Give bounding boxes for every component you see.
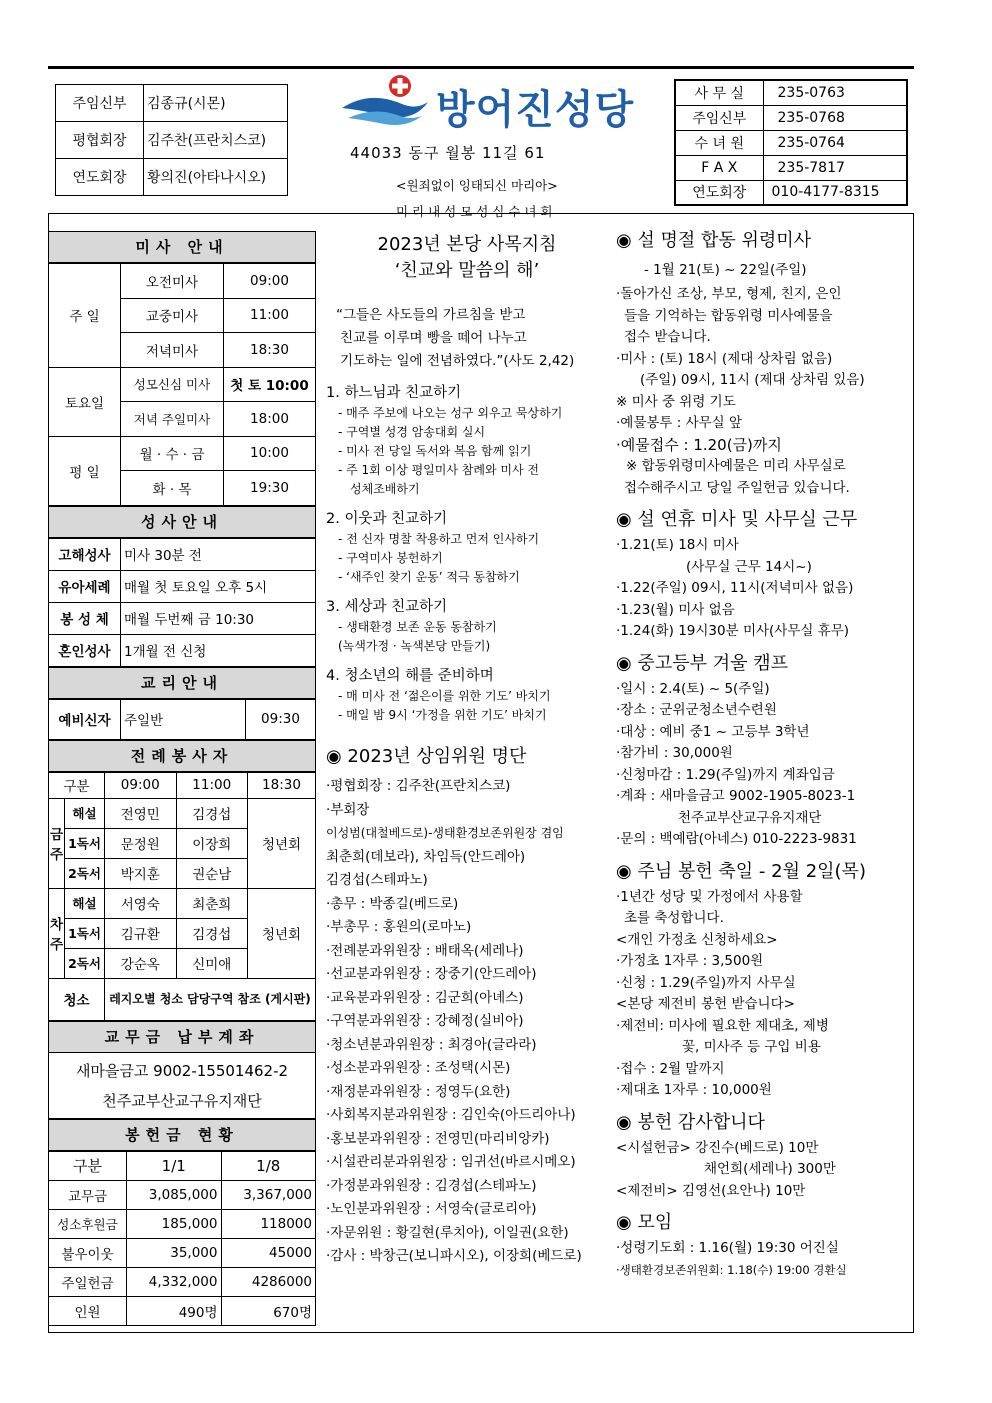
news-line: 채언희(세레나) 300만 xyxy=(704,1161,836,1177)
news-line: 천주교부산교구유지재단 xyxy=(678,809,822,826)
offering-value: 3,085,000 xyxy=(127,1180,222,1209)
news-line: ·대상 : 예비 중1 ~ 고등부 3학년 xyxy=(616,723,810,740)
sacrament-value: 미사 30분 전 xyxy=(121,538,316,570)
pastoral-item-line: - 구역미사 봉헌하기 xyxy=(338,551,443,565)
news-body xyxy=(616,1138,908,1203)
offering-key: 불우이웃 xyxy=(49,1238,127,1267)
sacrament-key: 혼인성사 xyxy=(49,634,121,666)
committee-member: ·부회장 xyxy=(326,801,370,818)
server-name: 김경섭 xyxy=(176,798,248,828)
news-line: ·1.23(월) 미사 없음 xyxy=(616,601,735,618)
header-value: 김종규(시몬) xyxy=(144,85,288,122)
offering-head: 1/8 xyxy=(221,1151,316,1180)
pastoral-item-line: - ‘새주인 찾기 운동’ 적극 동참하기 xyxy=(338,570,520,584)
offering-title: 봉헌금 현황 xyxy=(48,1119,316,1151)
committee-member: ·감사 : 박창근(보니파시오), 이장희(베드로) xyxy=(326,1248,582,1264)
pastoral-item-line: - 매주 주보에 나오는 성구 외우고 묵상하기 xyxy=(338,406,563,420)
contact-value: 235-0763 xyxy=(763,80,907,105)
news-line: ·참가비 : 30,000원 xyxy=(616,745,733,761)
server-name: 최춘희 xyxy=(176,888,248,918)
contact-key: 사 무 실 xyxy=(675,80,763,105)
news-line: ·가정초 1자루 : 3,500원 xyxy=(616,953,764,969)
news-line: 초를 축성합니다. xyxy=(624,910,724,926)
mass-day: 평 일 xyxy=(49,436,121,505)
church-name: 방어진성당 xyxy=(436,87,635,133)
pastoral-item-heading: 3. 세상과 친교하기 xyxy=(326,599,448,615)
left-column xyxy=(48,231,316,1326)
server-name: 김경섭 xyxy=(176,918,248,948)
pastoral-item-heading: 1. 하느님과 친교하기 xyxy=(326,385,462,401)
servers-week: 차주 xyxy=(49,888,65,978)
sacrament-value: 매월 첫 토요일 오후 5시 xyxy=(121,570,316,602)
catechism-class: 주일반 xyxy=(121,699,246,739)
offering-key: 성소후원금 xyxy=(49,1209,127,1238)
news-line: ·1.22(주일) 09시, 11시(저녁미사 없음) xyxy=(616,580,854,596)
committee-member: ·가정분과위원장 : 김경섭(스테파노) xyxy=(326,1177,537,1194)
news-heading: ◉ 봉헌 감사합니다 xyxy=(616,1111,765,1133)
news-line: ·일시 : 2.4(토) ~ 5(주일) xyxy=(616,680,770,697)
quote-line: 기도하는 일에 전념하였다.”(사도 2,42) xyxy=(340,353,575,369)
servers-head: 11:00 xyxy=(176,772,248,798)
server-name: 이장희 xyxy=(176,828,248,858)
news-line: ·성령기도회 : 1.16(월) 19:30 어진실 xyxy=(616,1240,839,1256)
contact-key: F A X xyxy=(675,155,763,180)
offering-value: 3,367,000 xyxy=(221,1180,316,1209)
pastoral-item-line: (녹색가정 · 녹색본당 만들기) xyxy=(338,639,491,653)
church-logo xyxy=(340,72,430,128)
servers-role: 2독서 xyxy=(65,858,105,888)
contact-value: 235-7817 xyxy=(763,155,907,180)
pastoral-title: 2023년 본당 사목지침 xyxy=(377,234,557,255)
offering-value: 185,000 xyxy=(127,1209,222,1238)
mass-day: 주 일 xyxy=(49,264,121,368)
committee-member: ·홍보분과위원장 : 전영민(마리비앙카) xyxy=(326,1130,550,1147)
account-title: 교무금 납부계좌 xyxy=(48,1021,316,1053)
mass-time: 18:30 xyxy=(224,333,316,368)
news-heading: ◉ 설 명절 합동 위령미사 xyxy=(616,230,812,251)
news-subheading: - 1월 21(토) ~ 22일(주일) xyxy=(644,262,807,278)
server-youth: 청년회 xyxy=(248,798,316,888)
contact-value: 235-0764 xyxy=(763,130,907,155)
committee-member: ·시설관리분과위원장 : 임귀선(바르시메오) xyxy=(326,1154,576,1170)
mass-table xyxy=(48,263,316,506)
mass-name: 월 · 수 · 금 xyxy=(121,436,224,471)
news-line: <개인 가정초 신청하세요> xyxy=(616,931,778,948)
offering-table xyxy=(48,1151,316,1326)
mass-time: 18:00 xyxy=(224,402,316,437)
servers-week: 금주 xyxy=(49,798,65,888)
servers-head: 18:30 xyxy=(248,772,316,798)
news-heading: ◉ 설 연휴 미사 및 사무실 근무 xyxy=(616,509,858,530)
sacrament-key: 고해성사 xyxy=(49,538,121,570)
mass-day: 토요일 xyxy=(49,367,121,436)
committee-member: ·청소년분과위원장 : 최경아(글라라) xyxy=(326,1036,537,1053)
committee-member: 이성범(대철베드로)-생태환경보존위원장 겸임 xyxy=(326,826,564,840)
sacrament-key: 봉 성 체 xyxy=(49,602,121,634)
offering-head: 구분 xyxy=(49,1151,127,1180)
news-line: ·접수 : 2월 말까지 xyxy=(616,1060,725,1077)
committee-member: ·자문위원 : 황길현(루치아), 이일권(요한) xyxy=(326,1224,569,1241)
header-value: 김주찬(프란치스코) xyxy=(144,122,288,159)
address: 44033 동구 월봉 11길 61 xyxy=(350,144,546,162)
news-line: <본당 제전비 봉헌 받습니다> xyxy=(616,996,795,1012)
offering-key: 교무금 xyxy=(49,1180,127,1209)
quote-line: “그들은 사도들의 가르침을 받고 xyxy=(336,307,526,323)
news-body xyxy=(616,679,908,851)
servers-role: 2독서 xyxy=(65,948,105,978)
pastoral-item-heading: 2. 이웃과 친교하기 xyxy=(326,511,448,527)
pastoral-item-line: - 주 1회 이상 평일미사 참례와 미사 전 xyxy=(338,463,539,477)
news-heading: ◉ 주님 봉헌 축일 - 2월 2일(목) xyxy=(616,860,866,882)
contact-key: 주임신부 xyxy=(675,105,763,130)
mass-name: 오전미사 xyxy=(121,264,224,299)
committee-member: ·노인분과위원장 : 서영숙(글로리아) xyxy=(326,1201,537,1217)
committee-member: ·성소분과위원장 : 조성택(시몬) xyxy=(326,1060,511,1076)
news-line: ·돌아가신 조상, 부모, 형제, 친지, 은인 xyxy=(616,286,842,302)
sacrament-table xyxy=(48,538,316,667)
account-number: 새마을금고 9002-15501462-2 xyxy=(75,1061,289,1080)
contact-key: 연도회장 xyxy=(675,180,763,205)
pastoral-item-line: - 구역별 성경 암송대회 실시 xyxy=(338,425,486,439)
committee-member: 김경섭(스테파노) xyxy=(326,872,428,888)
contact-key: 수 녀 원 xyxy=(675,130,763,155)
catechism-title: 교리안내 xyxy=(48,667,316,699)
news-line: 접수해주시고 당일 주일헌금 있습니다. xyxy=(624,479,850,496)
committee-member: ·재정분과위원장 : 정영두(요한) xyxy=(326,1083,511,1100)
news-line: (사무실 근무 14시~) xyxy=(686,558,812,575)
news-line: <제전비> 김영선(요안나) 10만 xyxy=(616,1182,806,1199)
mass-name: 화 · 목 xyxy=(121,471,224,506)
news-line: ·미사 : (토) 18시 (제대 상차림 없음) xyxy=(616,350,833,367)
server-youth: 청년회 xyxy=(248,888,316,978)
mass-time: 첫 토 10:00 xyxy=(224,367,316,402)
contact-value: 010-4177-8315 xyxy=(763,180,907,205)
mass-name: 교중미사 xyxy=(121,298,224,333)
news-body xyxy=(616,535,908,643)
offering-key: 주일헌금 xyxy=(49,1267,127,1296)
news-line: ·1.21(토) 18시 미사 xyxy=(616,537,739,553)
servers-title: 전례봉사자 xyxy=(48,740,316,772)
pastoral-item-line: - 매일 밤 9시 ‘가정을 위한 기도’ 바치기 xyxy=(338,708,547,722)
news-line: ·제전비: 미사에 필요한 제대초, 제병 xyxy=(616,1017,829,1034)
servers-head: 09:00 xyxy=(105,772,177,798)
servers-table xyxy=(48,772,316,1021)
pastoral-theme: ‘친교와 말씀의 해’ xyxy=(394,260,540,281)
news-line: ·계좌 : 새마을금고 9002-1905-8023-1 xyxy=(616,788,856,804)
committee-member: ·평협회장 : 김주찬(프란치스코) xyxy=(326,778,511,794)
news-line: ·문의 : 백예람(아네스) 010-2223-9831 xyxy=(616,831,857,847)
pastoral-item-line: - 미사 전 당일 독서와 복음 함께 읽기 xyxy=(338,444,532,458)
mass-time: 10:00 xyxy=(224,436,316,471)
convent-name: 미 리 내 성 모 성 심 수 녀 회 xyxy=(396,204,553,219)
news-line: ※ 미사 중 위령 기도 xyxy=(616,393,736,410)
committee-member: ·선교분과위원장 : 장중기(안드레아) xyxy=(326,966,537,982)
middle-column xyxy=(326,232,608,1269)
header-value: 황의진(아타나시오) xyxy=(144,159,288,196)
servers-role: 1독서 xyxy=(65,828,105,858)
header-left-table xyxy=(55,84,288,196)
mass-name: 성모신심 미사 xyxy=(121,367,224,402)
offering-value: 4,332,000 xyxy=(127,1267,222,1296)
news-heading: ◉ 모임 xyxy=(616,1212,673,1233)
sacrament-value: 매월 두번째 금 10:30 xyxy=(121,602,316,634)
committee-member: ·구역분과위원장 : 강혜정(실비아) xyxy=(326,1013,524,1029)
catechism-time: 09:30 xyxy=(246,699,316,739)
news-body xyxy=(616,1238,908,1281)
news-line: 꽃, 미사주 등 구입 비용 xyxy=(682,1039,821,1055)
server-name: 전영민 xyxy=(105,798,177,828)
server-name: 신미애 xyxy=(176,948,248,978)
news-line: ·1.24(화) 19시30분 미사(사무실 휴무) xyxy=(616,623,850,639)
pastoral-item-line: - 생태환경 보존 운동 동참하기 xyxy=(338,620,497,634)
servers-role: 1독서 xyxy=(65,918,105,948)
catechism-table xyxy=(48,699,316,740)
news-line: <시설헌금> 강진수(베드로) 10만 xyxy=(616,1139,819,1156)
mass-name: 저녁미사 xyxy=(121,333,224,368)
pastoral-item-line: - 전 신자 명찰 착용하고 먼저 인사하기 xyxy=(338,532,540,546)
news-line: ·1년간 성당 및 가정에서 사용할 xyxy=(616,888,803,905)
header-key: 연도회장 xyxy=(56,159,144,196)
server-name: 서영숙 xyxy=(105,888,177,918)
server-name: 권순남 xyxy=(176,858,248,888)
news-line: ※ 합동위령미사예물은 미리 사무실로 xyxy=(626,458,846,474)
news-line: ·장소 : 군위군청소년수련원 xyxy=(616,702,777,718)
servers-head: 구분 xyxy=(49,772,105,798)
news-body xyxy=(616,284,908,499)
mass-time: 19:30 xyxy=(224,471,316,506)
offering-value: 45000 xyxy=(221,1238,316,1267)
committee-member: ·사회복지분과위원장 : 김인숙(아드리아나) xyxy=(326,1107,576,1123)
offering-value: 4286000 xyxy=(221,1267,316,1296)
header-key: 평협회장 xyxy=(56,122,144,159)
news-line: ·생태환경보존위원회: 1.18(수) 19:00 경환실 xyxy=(616,1262,847,1277)
quote-line: 친교를 이루며 빵을 떼어 나누고 xyxy=(340,330,527,346)
news-line: ·예물봉투 : 사무실 앞 xyxy=(616,415,743,431)
sacrament-key: 유아세례 xyxy=(49,570,121,602)
committee-member: ·부총무 : 홍원의(로마노) xyxy=(326,919,472,935)
account-holder: 천주교부산교구유지재단 xyxy=(102,1091,262,1110)
offering-key: 인원 xyxy=(49,1296,127,1325)
committee-title: ◉ 2023년 상임위원 명단 xyxy=(326,746,527,767)
mass-time: 11:00 xyxy=(224,298,316,333)
offering-value: 490명 xyxy=(127,1296,222,1325)
news-line: (주일) 09시, 11시 (제대 상차림 있음) xyxy=(640,372,865,388)
header-key: 주임신부 xyxy=(56,85,144,122)
committee-member: ·교육분과위원장 : 김군희(아녜스) xyxy=(326,989,524,1006)
news-body xyxy=(616,887,908,1102)
offering-value: 670명 xyxy=(221,1296,316,1325)
mass-title: 미사 안내 xyxy=(48,231,316,263)
news-line: 들을 기억하는 합동위령 미사예물을 xyxy=(624,307,833,324)
committee-member: 최춘희(데보라), 차임득(안드레아) xyxy=(326,848,526,865)
committee-member: ·총무 : 박종길(베드로) xyxy=(326,895,459,912)
committee-list xyxy=(326,775,608,1269)
server-name: 강순옥 xyxy=(105,948,177,978)
offering-value: 118000 xyxy=(221,1209,316,1238)
server-name: 문정원 xyxy=(105,828,177,858)
offering-value: 35,000 xyxy=(127,1238,222,1267)
news-line: ·예물접수 : 1.20(금)까지 xyxy=(616,435,782,454)
mass-name: 저녁 주일미사 xyxy=(121,402,224,437)
order-subtitle: <원죄없이 잉태되신 마리아> xyxy=(396,178,558,193)
pastoral-item-line: - 매 미사 전 ‘젊은이를 위한 기도’ 바치기 xyxy=(338,689,551,703)
contact-value: 235-0768 xyxy=(763,105,907,130)
servers-role: 해설 xyxy=(65,798,105,828)
top-rule xyxy=(48,66,914,69)
server-name: 박지훈 xyxy=(105,858,177,888)
catechism-key: 예비신자 xyxy=(49,699,121,739)
sacrament-value: 1개월 전 신청 xyxy=(121,634,316,666)
sacrament-title: 성사안내 xyxy=(48,506,316,538)
pastoral-item-line: 성체조배하기 xyxy=(350,482,420,496)
servers-clean-text: 레지오별 청소 담당구역 참조 (게시판) xyxy=(105,978,316,1020)
news-line: ·신청 : 1.29(주일)까지 사무실 xyxy=(616,974,796,991)
servers-clean-label: 청소 xyxy=(49,978,105,1020)
pastoral-item-heading: 4. 청소년의 해를 준비하며 xyxy=(326,668,494,684)
server-name: 김규환 xyxy=(105,918,177,948)
news-line: ·신청마감 : 1.29(주일)까지 계좌입금 xyxy=(616,766,835,783)
account-box xyxy=(48,1053,316,1119)
news-heading: ◉ 중고등부 겨울 캠프 xyxy=(616,652,788,674)
news-line: ·제대초 1자루 : 10,000원 xyxy=(616,1082,772,1098)
header-right-table xyxy=(674,79,908,206)
offering-head: 1/1 xyxy=(127,1151,222,1180)
servers-role: 해설 xyxy=(65,888,105,918)
committee-member: ·전례분과위원장 : 배태옥(세레나) xyxy=(326,942,524,959)
right-column xyxy=(616,226,908,1281)
mass-time: 09:00 xyxy=(224,264,316,299)
news-line: 접수 받습니다. xyxy=(624,329,711,345)
